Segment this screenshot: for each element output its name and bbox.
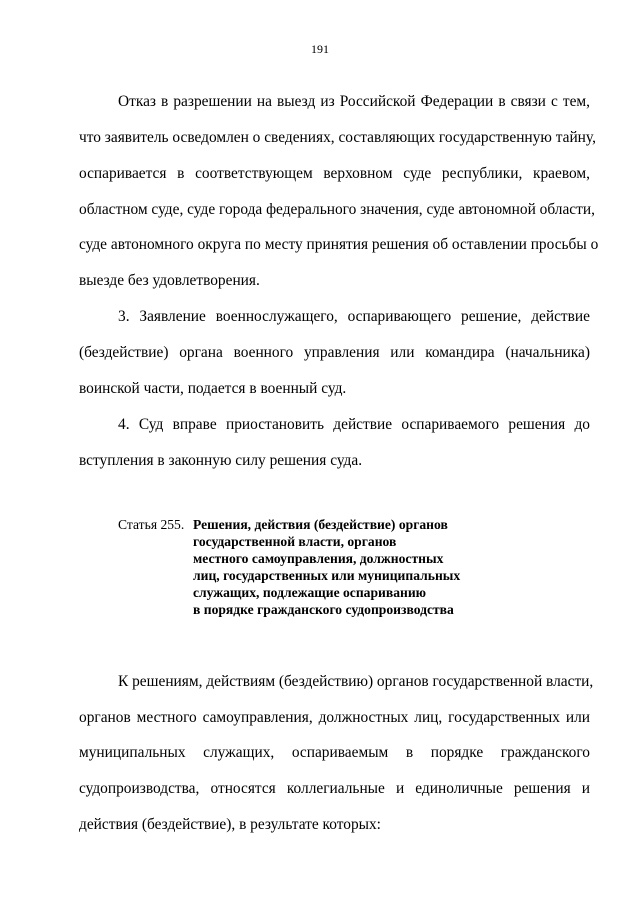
text-line: муниципальных служащих, оспариваемым в порядке гражданского	[79, 744, 590, 761]
page-number: 191	[311, 42, 329, 56]
article-title-line: Решения, действия (бездействие) органов	[193, 517, 448, 532]
text-line: областном суде, суде города федерального значения, суде автономной области,	[79, 201, 595, 218]
article-title-line: служащих, подлежащие оспариванию	[193, 585, 427, 600]
text-line: Отказ в разрешении на выезд из Российской Федерации в связи с тем,	[118, 93, 590, 110]
article-title-line: лиц, государственных или муниципальных	[193, 568, 461, 583]
text-line: суде автономного округа по месту принятия решения об оставлении просьбы о	[79, 236, 599, 253]
text-line: действия (бездействие), в результате которых:	[79, 816, 381, 833]
text-line: 3. Заявление военнослужащего, оспаривающего решение, действие	[118, 308, 590, 325]
text-line: выезде без удовлетворения.	[79, 272, 260, 289]
text-line: 4. Суд вправе приостановить действие оспариваемого решения до	[118, 416, 590, 433]
article-title-line: в порядке гражданского судопроизводства	[193, 602, 454, 617]
text-line: К решениям, действиям (бездействию) органов государственной власти,	[118, 673, 594, 690]
text-line: вступления в законную силу решения суда.	[79, 452, 363, 469]
article-title-line: государственной власти, органов	[193, 534, 397, 549]
text-line: оспаривается в соответствующем верховном суде республики, краевом,	[79, 165, 590, 182]
text-line: что заявитель осведомлен о сведениях, составляющих государственную тайну,	[79, 129, 596, 146]
text-line: судопроизводства, относятся коллегиальные и единоличные решения и	[79, 780, 590, 797]
article-number: Статья 255.	[118, 517, 185, 532]
article-title-line: местного самоуправления, должностных	[193, 551, 444, 566]
text-line: (бездействие) органа военного управления или командира (начальника)	[79, 344, 590, 361]
text-line: органов местного самоуправления, должностных лиц, государственных или	[79, 709, 590, 726]
text-line: воинской части, подается в военный суд.	[79, 380, 347, 397]
